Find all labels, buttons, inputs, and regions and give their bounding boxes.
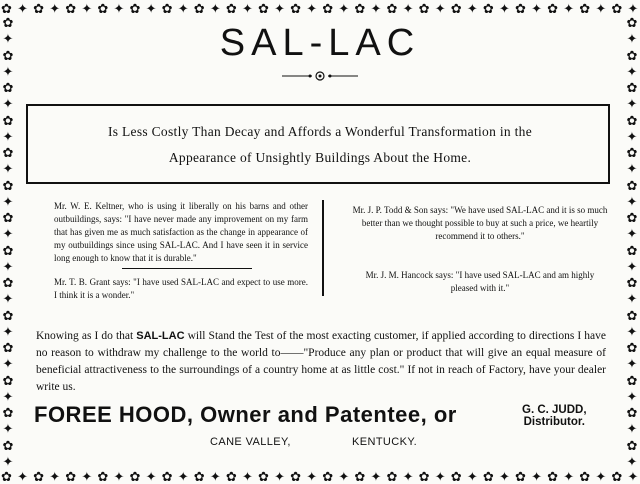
border-ornament-icon: ✿ bbox=[1, 0, 12, 16]
flourish-ornament bbox=[280, 70, 360, 82]
border-ornament-icon: ✦ bbox=[209, 0, 221, 16]
border-ornament-icon: ✦ bbox=[2, 128, 14, 144]
ornamental-border-right bbox=[624, 16, 640, 468]
border-ornament-icon: ✦ bbox=[17, 468, 29, 484]
border-ornament-icon: ✦ bbox=[626, 128, 638, 144]
border-ornament-icon: ✿ bbox=[626, 242, 638, 258]
border-ornament-icon: ✿ bbox=[129, 468, 141, 484]
border-ornament-icon: ✦ bbox=[626, 96, 638, 112]
border-ornament-icon: ✿ bbox=[33, 0, 45, 16]
border-ornament-icon: ✿ bbox=[547, 468, 559, 484]
border-ornament-icon: ✦ bbox=[627, 468, 639, 484]
border-ornament-icon: ✦ bbox=[466, 468, 478, 484]
border-ornament-icon: ✦ bbox=[531, 0, 543, 16]
border-ornament-icon: ✦ bbox=[338, 0, 350, 16]
border-ornament-icon: ✦ bbox=[498, 468, 510, 484]
border-ornament-icon: ✿ bbox=[193, 0, 205, 16]
border-ornament-icon: ✦ bbox=[2, 388, 14, 404]
border-ornament-icon: ✦ bbox=[81, 468, 93, 484]
border-ornament-icon: ✿ bbox=[2, 15, 14, 30]
border-ornament-icon: ✿ bbox=[515, 0, 526, 16]
border-ornament-icon: ✿ bbox=[2, 405, 14, 420]
border-ornament-icon: ✿ bbox=[418, 468, 430, 484]
border-ornament-icon: ✦ bbox=[241, 0, 253, 16]
headline-line-2: Appearance of Unsightly Buildings About the Home. bbox=[168, 150, 472, 165]
border-ornament-icon: ✦ bbox=[306, 468, 318, 484]
border-ornament-icon: ✿ bbox=[2, 210, 14, 225]
border-ornament-icon: ✿ bbox=[225, 468, 237, 484]
border-ornament-icon: ✦ bbox=[113, 468, 125, 484]
border-ornament-icon: ✿ bbox=[626, 437, 638, 453]
border-ornament-icon: ✿ bbox=[626, 307, 638, 323]
ad-title: SAL-LAC bbox=[219, 22, 421, 64]
border-ornament-icon: ✿ bbox=[161, 468, 173, 484]
border-ornament-icon: ✦ bbox=[145, 0, 157, 16]
border-ornament-icon: ✿ bbox=[626, 340, 638, 355]
border-ornament-icon: ✦ bbox=[626, 356, 638, 372]
border-ornament-icon: ✦ bbox=[627, 0, 639, 16]
border-ornament-icon: ✦ bbox=[498, 0, 510, 16]
border-ornament-icon: ✦ bbox=[2, 96, 14, 112]
border-ornament-icon: ✿ bbox=[626, 15, 638, 30]
border-ornament-icon: ✿ bbox=[225, 0, 237, 16]
border-ornament-icon: ✦ bbox=[2, 161, 14, 177]
border-ornament-icon: ✿ bbox=[354, 0, 366, 16]
border-ornament-icon: ✿ bbox=[97, 468, 109, 484]
challenge-paragraph bbox=[36, 328, 606, 396]
border-ornament-icon: ✦ bbox=[2, 226, 14, 242]
border-ornament-icon: ✿ bbox=[386, 0, 398, 16]
border-ornament-icon: ✿ bbox=[626, 210, 638, 225]
border-ornament-icon: ✿ bbox=[626, 372, 638, 388]
border-ornament-icon: ✿ bbox=[65, 468, 77, 484]
testimonial-keltner: Mr. W. E. Keltner, who is using it liberally on his barns and other outbuildings, says: "I have never made any improvement on my farm that has given me as much satisfaction as the change in appearance of my outbuildings since using SAL-LAC. And I have seen it in service long enough to know that it is durable." bbox=[54, 201, 308, 263]
border-ornament-icon: ✦ bbox=[402, 0, 414, 16]
border-ornament-icon: ✦ bbox=[145, 468, 157, 484]
border-ornament-icon: ✿ bbox=[611, 468, 623, 484]
border-ornament-icon: ✿ bbox=[482, 0, 494, 16]
border-ornament-icon: ✦ bbox=[626, 421, 638, 437]
border-ornament-icon: ✿ bbox=[450, 468, 462, 484]
border-ornament-icon: ✿ bbox=[2, 437, 14, 453]
border-ornament-icon: ✦ bbox=[177, 468, 189, 484]
border-ornament-icon: ✿ bbox=[2, 80, 14, 95]
border-ornament-icon: ✦ bbox=[626, 226, 638, 242]
border-ornament-icon: ✦ bbox=[2, 323, 14, 339]
border-ornament-icon: ✦ bbox=[81, 0, 93, 16]
border-ornament-icon: ✦ bbox=[626, 63, 638, 79]
border-ornament-icon: ✦ bbox=[626, 453, 638, 469]
border-ornament-icon: ✦ bbox=[2, 63, 14, 79]
border-ornament-icon: ✿ bbox=[626, 112, 638, 128]
border-ornament-icon: ✿ bbox=[2, 47, 14, 63]
border-ornament-icon: ✦ bbox=[209, 468, 221, 484]
border-ornament-icon: ✿ bbox=[1, 468, 12, 484]
border-ornament-icon: ✿ bbox=[579, 0, 591, 16]
border-ornament-icon: ✦ bbox=[17, 0, 29, 16]
border-ornament-icon: ✦ bbox=[531, 468, 543, 484]
border-ornament-icon: ✿ bbox=[2, 275, 14, 290]
headline-line-1: Is Less Costly Than Decay and Affords a Wonderful Transformation in the bbox=[107, 124, 533, 139]
border-ornament-icon: ✦ bbox=[626, 31, 638, 47]
border-ornament-icon: ✦ bbox=[2, 421, 14, 437]
border-ornament-icon: ✿ bbox=[579, 468, 591, 484]
border-ornament-icon: ✦ bbox=[595, 468, 607, 484]
border-ornament-icon: ✦ bbox=[626, 193, 638, 209]
border-ornament-icon: ✦ bbox=[434, 0, 446, 16]
distributor-block bbox=[522, 404, 587, 428]
border-ornament-icon: ✿ bbox=[290, 468, 302, 484]
border-ornament-icon: ✿ bbox=[626, 177, 638, 193]
border-ornament-icon: ✿ bbox=[258, 468, 269, 484]
testimonial-grant: Mr. T. B. Grant says: "I have used SAL-LAC and expect to use more. I think it is a wonder." bbox=[54, 277, 308, 300]
border-ornament-icon: ✿ bbox=[515, 468, 526, 484]
border-ornament-icon: ✦ bbox=[274, 468, 286, 484]
column-divider bbox=[322, 200, 324, 296]
owner-line: FOREE HOOD, Owner and Patentee, or bbox=[34, 402, 457, 427]
border-ornament-icon: ✦ bbox=[2, 31, 14, 47]
border-ornament-icon: ✦ bbox=[2, 453, 14, 469]
border-ornament-icon: ✦ bbox=[49, 468, 61, 484]
border-ornament-icon: ✿ bbox=[322, 468, 334, 484]
border-ornament-icon: ✿ bbox=[450, 0, 462, 16]
border-ornament-icon: ✿ bbox=[258, 0, 269, 16]
border-ornament-icon: ✿ bbox=[626, 145, 638, 160]
border-ornament-icon: ✦ bbox=[2, 193, 14, 209]
border-ornament-icon: ✿ bbox=[2, 112, 14, 128]
border-ornament-icon: ✦ bbox=[2, 291, 14, 307]
border-ornament-icon: ✿ bbox=[626, 47, 638, 63]
border-ornament-icon: ✿ bbox=[386, 468, 398, 484]
border-ornament-icon: ✿ bbox=[2, 145, 14, 160]
testimonial-todd: Mr. J. P. Todd & Son says: "We have used SAL-LAC and it is so much better than we thought possible to buy at such a price, we heartily recommend it to others." bbox=[352, 205, 608, 241]
distributor-role: Distributor. bbox=[523, 416, 585, 428]
headline-box bbox=[26, 104, 610, 184]
border-ornament-icon: ✿ bbox=[482, 468, 494, 484]
border-ornament-icon: ✦ bbox=[563, 0, 575, 16]
border-ornament-icon: ✿ bbox=[2, 242, 14, 258]
ornamental-border-left bbox=[0, 16, 16, 468]
border-ornament-icon: ✿ bbox=[611, 0, 623, 16]
border-ornament-icon: ✿ bbox=[33, 468, 45, 484]
border-ornament-icon: ✦ bbox=[370, 468, 382, 484]
paragraph-pre: Knowing as I do that bbox=[36, 330, 137, 342]
border-ornament-icon: ✦ bbox=[626, 291, 638, 307]
border-ornament-icon: ✿ bbox=[129, 0, 141, 16]
location-town: CANE VALLEY, bbox=[210, 436, 291, 448]
border-ornament-icon: ✦ bbox=[274, 0, 286, 16]
border-ornament-icon: ✦ bbox=[434, 468, 446, 484]
border-ornament-icon: ✦ bbox=[626, 161, 638, 177]
border-ornament-icon: ✿ bbox=[354, 468, 366, 484]
border-ornament-icon: ✦ bbox=[626, 323, 638, 339]
border-ornament-icon: ✿ bbox=[193, 468, 205, 484]
border-ornament-icon: ✦ bbox=[402, 468, 414, 484]
border-ornament-icon: ✿ bbox=[626, 405, 638, 420]
ornamental-border-bottom bbox=[0, 468, 640, 484]
border-ornament-icon: ✿ bbox=[626, 80, 638, 95]
border-ornament-icon: ✦ bbox=[2, 356, 14, 372]
paragraph-brand: SAL-LAC bbox=[136, 330, 185, 342]
border-ornament-icon: ✦ bbox=[563, 468, 575, 484]
border-ornament-icon: ✦ bbox=[466, 0, 478, 16]
paragraph-post: will Stand the Test of the most exacting customer, if applied according to directions I have no reason to withdraw my challenge to the world to——"Produce any plan or product that will give an equal measure of beneficial attractiveness to the surroundings of a country home at as little cost." If not in reach of Factory, have your dealer write us. bbox=[36, 330, 606, 393]
border-ornament-icon: ✿ bbox=[418, 0, 430, 16]
border-ornament-icon: ✦ bbox=[49, 0, 61, 16]
border-ornament-icon: ✦ bbox=[626, 388, 638, 404]
border-ornament-icon: ✿ bbox=[161, 0, 173, 16]
border-ornament-icon: ✿ bbox=[290, 0, 302, 16]
border-ornament-icon: ✦ bbox=[370, 0, 382, 16]
border-ornament-icon: ✿ bbox=[2, 340, 14, 355]
border-ornament-icon: ✦ bbox=[626, 258, 638, 274]
border-ornament-icon: ✦ bbox=[2, 258, 14, 274]
border-ornament-icon: ✦ bbox=[306, 0, 318, 16]
border-ornament-icon: ✦ bbox=[595, 0, 607, 16]
border-ornament-icon: ✿ bbox=[626, 275, 638, 290]
distributor-name: G. C. JUDD, bbox=[522, 404, 587, 416]
location-state: KENTUCKY. bbox=[352, 436, 418, 448]
border-ornament-icon: ✿ bbox=[2, 177, 14, 193]
border-ornament-icon: ✦ bbox=[113, 0, 125, 16]
border-ornament-icon: ✦ bbox=[338, 468, 350, 484]
ornamental-border-top bbox=[0, 0, 640, 16]
border-ornament-icon: ✿ bbox=[65, 0, 77, 16]
divider-rule bbox=[122, 268, 252, 269]
border-ornament-icon: ✿ bbox=[547, 0, 559, 16]
border-ornament-icon: ✿ bbox=[2, 372, 14, 388]
border-ornament-icon: ✿ bbox=[97, 0, 109, 16]
border-ornament-icon: ✦ bbox=[241, 468, 253, 484]
border-ornament-icon: ✿ bbox=[2, 307, 14, 323]
testimonial-hancock: Mr. J. M. Hancock says: "I have used SAL-LAC and am highly pleased with it." bbox=[365, 270, 595, 293]
border-ornament-icon: ✦ bbox=[177, 0, 189, 16]
border-ornament-icon: ✿ bbox=[322, 0, 334, 16]
